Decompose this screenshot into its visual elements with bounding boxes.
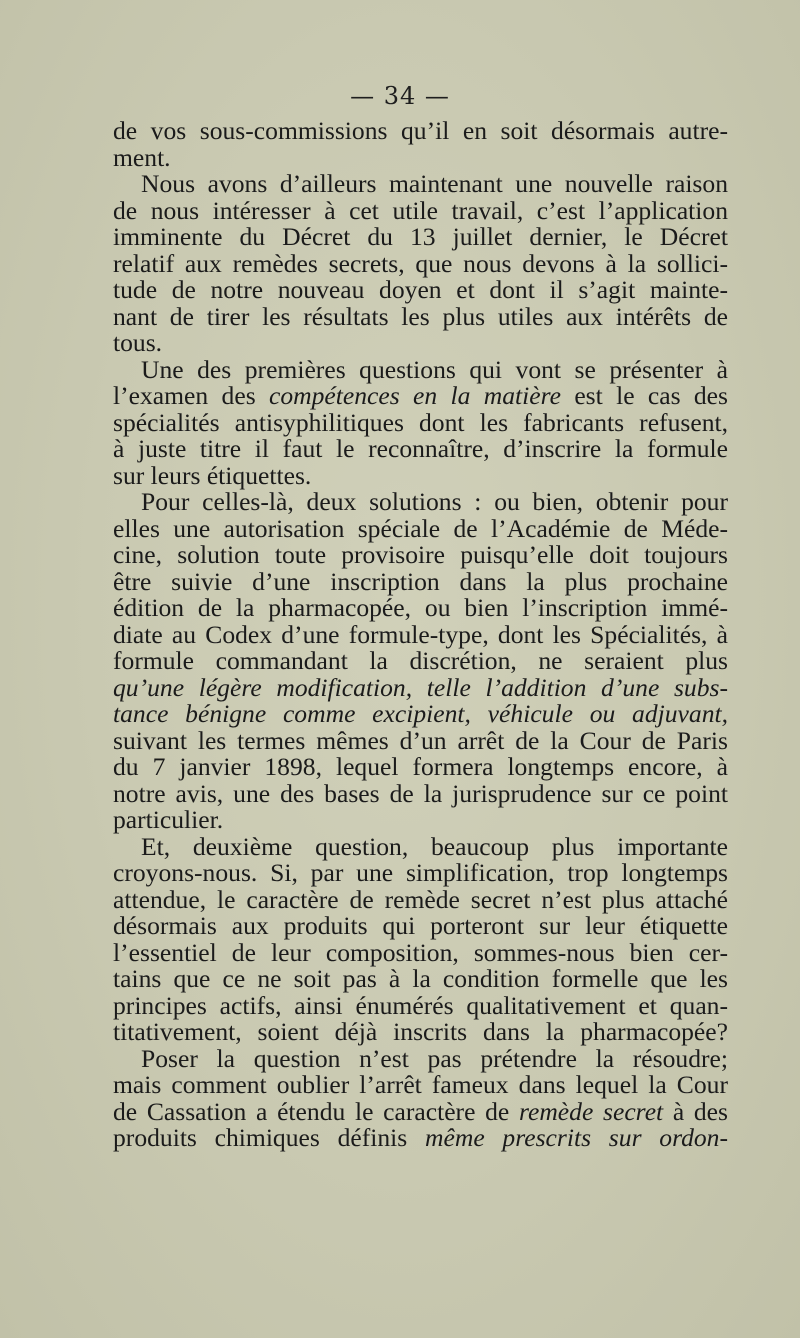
text-segment: imminente du Décret du 13 juillet dernier, le Décret — [113, 222, 728, 251]
text-segment: tude de notre nouveau doyen et dont il s’agit mainte- — [113, 275, 728, 304]
text-segment: croyons-nous. Si, par une simplification, trop longtemps — [113, 858, 728, 887]
italic-text: qu’une légère modification, telle l’addition d’une subs- — [113, 672, 728, 702]
text-line — [113, 595, 728, 622]
text-line — [113, 407, 728, 437]
body-text — [113, 118, 728, 1152]
text-segment: sur leurs étiquettes. — [113, 460, 312, 490]
text-segment: particulier. — [113, 805, 224, 834]
text-segment: nant de tirer les résultats les plus utiles aux intérêts de — [113, 301, 728, 331]
text-line — [113, 619, 728, 649]
text-segment: spécialités antisyphilitiques dont les fabricants refusent, — [113, 407, 728, 437]
text-line — [113, 436, 728, 463]
text-segment: elles une autorisation spéciale de l’Académie de Méde- — [113, 513, 728, 543]
text-line — [113, 860, 728, 887]
text-line — [113, 566, 728, 596]
italic-text: tance bénigne comme excipient, véhicule ou adjuvant, — [113, 699, 728, 728]
text-line — [113, 383, 728, 410]
text-line — [113, 937, 728, 967]
text-segment: Nous avons d’ailleurs maintenant une nouvelle raison — [141, 169, 728, 198]
text-segment: à juste titre il faut le reconnaître, d’inscrire la formule — [113, 434, 728, 463]
text-line — [113, 1072, 728, 1099]
text-segment: Poser la question n’est pas prétendre la résoudre; — [141, 1043, 728, 1073]
text-line — [113, 248, 728, 278]
text-segment: principes actifs, ainsi énumérés qualitativement et quan- — [113, 990, 728, 1020]
text-segment: Une des premières questions qui vont se présenter à — [141, 354, 728, 384]
text-segment: Et, deuxième question, beaucoup plus importante — [141, 831, 728, 861]
text-segment: l’examen des — [113, 381, 269, 410]
text-segment: l’essentiel de leur composition, sommes-nous bien cer- — [113, 937, 728, 967]
italic-text: même prescrits sur ordon- — [425, 1123, 728, 1152]
text-line — [113, 754, 728, 781]
text-segment: notre avis, une des bases de la jurisprudence sur ce point — [113, 778, 728, 808]
text-line — [113, 171, 728, 198]
text-line — [113, 807, 728, 834]
text-line — [113, 884, 728, 914]
text-segment: diate au Codex d’une formule-type, dont les Spécialités, à — [113, 619, 728, 649]
text-segment: tains que ce ne soit pas à la condition formelle que les — [113, 964, 728, 993]
text-line — [113, 1096, 729, 1126]
text-line — [113, 513, 728, 543]
text-line — [113, 542, 728, 569]
text-segment: de Cassation a étendu le caractère de — [113, 1096, 519, 1126]
italic-text: remède secret — [518, 1096, 664, 1126]
text-segment: édition de la pharmacopée, ou bien l’inscription immé- — [113, 593, 728, 622]
text-line — [113, 195, 728, 225]
text-line — [113, 460, 728, 490]
text-line — [113, 118, 728, 145]
text-segment: cine, solution toute provisoire puisqu’elle doit toujours — [113, 540, 728, 569]
text-segment: du 7 janvier 1898, lequel formera longtemps encore, à — [113, 752, 728, 781]
text-segment: est le cas des — [561, 381, 728, 410]
text-line — [113, 913, 728, 940]
text-segment: produits chimiques définis — [113, 1123, 425, 1152]
text-line — [113, 701, 728, 728]
text-line — [113, 725, 728, 755]
text-line — [113, 1019, 728, 1046]
text-segment: attendue, le caractère de remède secret n’est plus attaché — [113, 884, 728, 914]
text-segment: Pour celles-là, deux solutions : ou bien, obtenir pour — [141, 487, 728, 516]
text-line — [113, 489, 728, 516]
text-segment: de nous intéresser à cet utile travail, c’est l’application — [113, 195, 728, 225]
text-segment: être suivie d’une inscription dans la plus prochaine — [113, 566, 728, 596]
italic-text: compétences en la matière — [268, 381, 561, 410]
text-line — [113, 330, 728, 357]
text-segment: relatif aux remèdes secrets, que nous devons à la sollici- — [113, 248, 728, 278]
text-line — [113, 672, 728, 702]
text-segment: ment. — [113, 142, 171, 172]
text-line — [113, 1125, 728, 1152]
text-line — [113, 1043, 728, 1073]
text-line — [113, 354, 728, 384]
text-line — [113, 990, 728, 1020]
text-line — [113, 142, 728, 172]
text-line — [113, 778, 728, 808]
text-line — [113, 831, 728, 861]
text-segment: suivant les termes mêmes d’un arrêt de la Cour de Paris — [113, 725, 728, 755]
text-line — [113, 277, 728, 304]
text-segment: titativement, soient déjà inscrits dans la pharmacopée? — [113, 1017, 728, 1046]
text-line — [113, 301, 728, 331]
text-line — [113, 966, 728, 993]
text-segment: désormais aux produits qui porteront sur leur étiquette — [113, 911, 728, 940]
text-segment: formule commandant la discrétion, ne seraient plus — [113, 646, 728, 675]
text-segment: tous. — [113, 328, 163, 357]
text-segment: de vos sous-commissions qu’il en soit désormais autre- — [113, 116, 728, 145]
page-number: — 34 — — [350, 82, 450, 110]
text-line — [113, 648, 728, 675]
text-line — [113, 224, 728, 251]
text-segment: à des — [663, 1096, 729, 1126]
text-segment: mais comment oublier l’arrêt fameux dans lequel la Cour — [113, 1070, 728, 1099]
